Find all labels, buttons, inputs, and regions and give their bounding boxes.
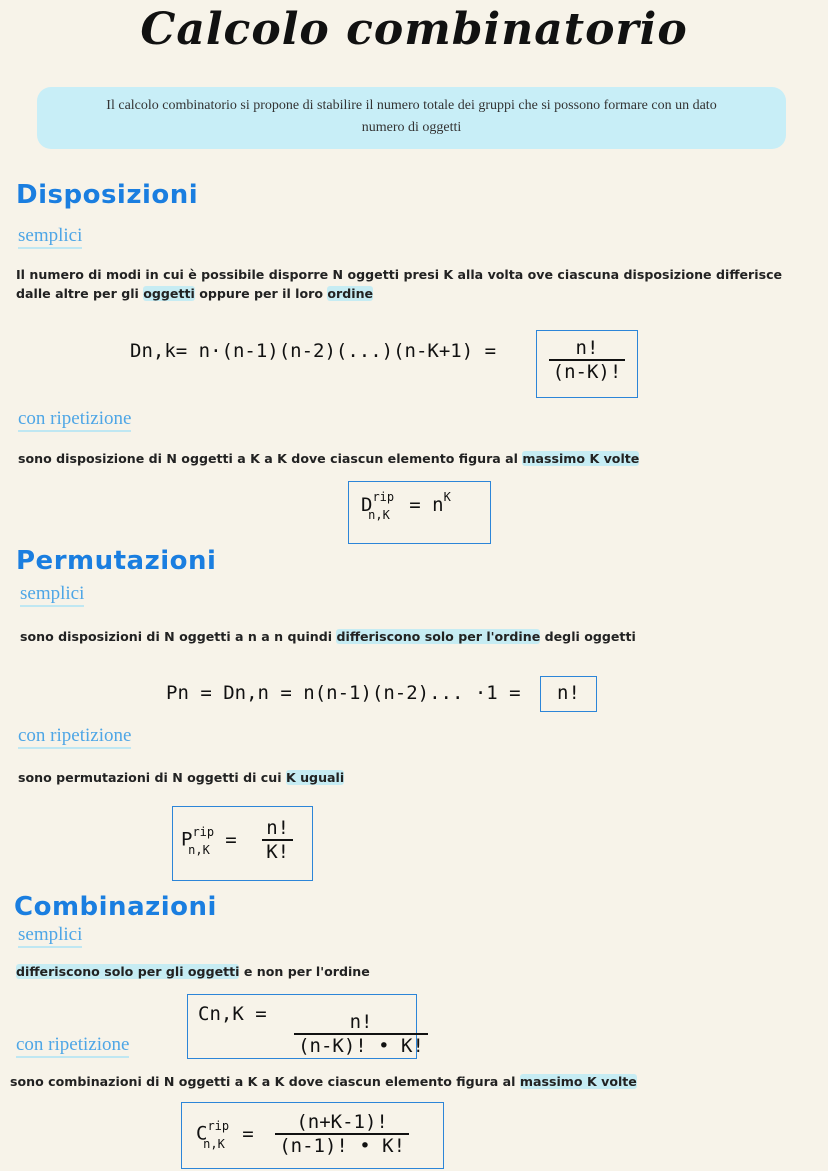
intro-box bbox=[37, 87, 786, 149]
result-box-disposizioni-semplici: $\frac{n!}{(n-K)!}$ bbox=[536, 330, 638, 398]
formula-disposizioni-semplici: Dn,k= n·(n-1)(n-2)(...)(n-K+1) = bbox=[130, 340, 497, 362]
formula-box-disposizioni-ripetizione: $D^{rip}_{n,K} = n^K$ bbox=[348, 481, 491, 544]
formula-box-permutazioni-ripetizione: $P^{rip}_{n,K}$ = $\frac{n!}{K!}$ bbox=[172, 806, 313, 881]
page-title: Calcolo combinatorio bbox=[140, 4, 688, 55]
permutazioni-semplici-text: sono disposizioni di N oggetti a n a n quindi differiscono solo per l'ordine degli oggetti bbox=[20, 629, 636, 644]
subheading-permutazioni-ripetizione: con ripetizione bbox=[18, 725, 131, 749]
subheading-combinazioni-semplici: semplici bbox=[18, 924, 82, 948]
heading-disposizioni: Disposizioni bbox=[16, 180, 199, 210]
disposizioni-semplici-text-1: Il numero di modi in cui è possibile disporre N oggetti presi K alla volta ove ciascuna disposizione differisce bbox=[16, 267, 783, 282]
formula-box-combinazioni-semplici: Cn,K = $\frac{n!}{(n-K)! • K!}$ bbox=[187, 994, 417, 1059]
intro-line-2: numero di oggetti bbox=[361, 120, 462, 135]
heading-combinazioni: Combinazioni bbox=[14, 892, 217, 922]
formula-permutazioni-semplici: Pn = Dn,n = n(n-1)(n-2)... ·1 = bbox=[166, 682, 521, 704]
intro-line-1: Il calcolo combinatorio si propone di stabilire il numero totale dei gruppi che si possono formare con un dato bbox=[106, 98, 717, 113]
disposizioni-semplici-text-2: dalle altre per gli oggetti oppure per il loro ordine bbox=[16, 286, 374, 301]
subheading-disposizioni-semplici: semplici bbox=[18, 225, 82, 249]
result-box-permutazioni-semplici: n! bbox=[540, 676, 597, 712]
subheading-combinazioni-ripetizione: con ripetizione bbox=[16, 1034, 129, 1058]
formula-box-combinazioni-ripetizione: $C^{rip}_{n,K}$ = $\frac{(n+K-1)!}{(n-1)! • K!}$ bbox=[181, 1102, 444, 1169]
permutazioni-ripetizione-text: sono permutazioni di N oggetti di cui K uguali bbox=[18, 770, 345, 785]
disposizioni-ripetizione-text: sono disposizione di N oggetti a K a K dove ciascun elemento figura al massimo K volte bbox=[18, 451, 640, 466]
combinazioni-semplici-text: differiscono solo per gli oggetti e non per l'ordine bbox=[16, 964, 370, 979]
heading-permutazioni: Permutazioni bbox=[16, 546, 217, 576]
subheading-disposizioni-ripetizione: con ripetizione bbox=[18, 408, 131, 432]
subheading-permutazioni-semplici: semplici bbox=[20, 583, 84, 607]
combinazioni-ripetizione-text: sono combinazioni di N oggetti a K a K dove ciascun elemento figura al massimo K volte bbox=[10, 1074, 637, 1089]
